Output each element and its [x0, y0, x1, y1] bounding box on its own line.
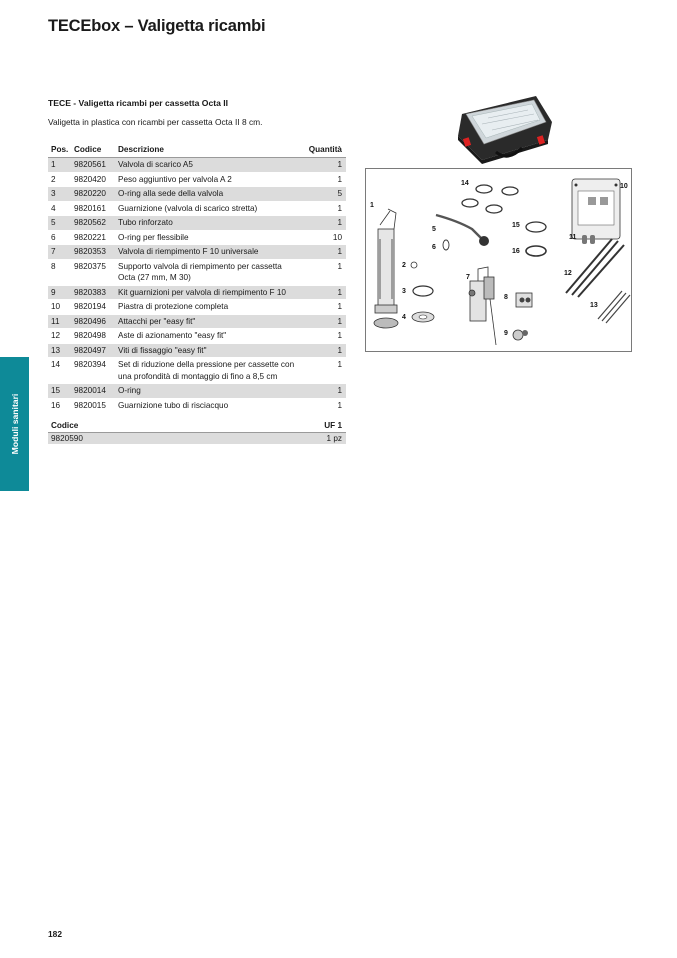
- cell-code: 9820353: [71, 245, 115, 260]
- cell-desc: [115, 172, 299, 187]
- gasket-16-drawing: [526, 246, 546, 256]
- oring-15-drawing: [526, 222, 546, 232]
- diagram-label-2: 2: [402, 262, 406, 269]
- cell-pos: 13: [48, 343, 71, 358]
- cell-desc-line: O-ring: [118, 386, 141, 395]
- hose-nut-drawing: [479, 236, 489, 246]
- cell-pos: 9: [48, 285, 71, 300]
- cell-pos: 14: [48, 358, 71, 384]
- table-row: [48, 300, 346, 315]
- table-row: [48, 358, 346, 384]
- cell-code: 9820161: [71, 201, 115, 216]
- table-row: [48, 384, 346, 399]
- cell-qty: 10: [299, 230, 346, 245]
- table-row: [48, 259, 346, 285]
- cell-desc-line: Guarnizione (valvola di scarico stretta): [118, 203, 258, 213]
- order-table-header: [48, 421, 346, 433]
- table-row: [48, 245, 346, 260]
- cell-qty: 1: [299, 216, 346, 231]
- cell-code: 9820220: [71, 187, 115, 202]
- cell-pos: 15: [48, 384, 71, 399]
- cell-code: 9820561: [71, 158, 115, 173]
- cell-desc-line: O-ring per flessibile: [118, 232, 189, 242]
- cell-desc-line: Set di riduzione della pressione per cassette con: [118, 360, 295, 369]
- cell-desc: [115, 201, 299, 216]
- cell-pos: 4: [48, 201, 71, 216]
- cell-code: 9820498: [71, 329, 115, 344]
- cell-desc: [115, 384, 299, 399]
- cell-code: 9820562: [71, 216, 115, 231]
- order-code: 9820590: [48, 433, 226, 445]
- diagram-label-15: 15: [512, 222, 520, 229]
- diagram-label-1: 1: [370, 202, 374, 209]
- cell-desc-line: Valvola di riempimento F 10 universale: [118, 247, 259, 256]
- cell-desc: [115, 398, 299, 413]
- cell-qty: 1: [299, 285, 346, 300]
- table-row: [48, 314, 346, 329]
- table-row: [48, 230, 346, 245]
- header-code: Codice: [71, 144, 115, 158]
- seal-drawing: [412, 312, 434, 322]
- cell-code: 9820221: [71, 230, 115, 245]
- cell-qty: 1: [299, 314, 346, 329]
- cell-desc: [115, 230, 299, 245]
- cell-pos: 10: [48, 300, 71, 315]
- weight-drawing: [411, 262, 417, 268]
- cell-qty: 1: [299, 343, 346, 358]
- parts-table-header: [48, 144, 346, 158]
- diagram-label-10: 10: [620, 183, 628, 190]
- cell-pos: 3: [48, 187, 71, 202]
- table-row: [48, 172, 346, 187]
- page-number: 182: [48, 929, 62, 939]
- cell-code: 9820383: [71, 285, 115, 300]
- table-row: [48, 187, 346, 202]
- parts-diagram: [365, 168, 632, 352]
- diagram-label-11: 11: [569, 234, 577, 241]
- table-row: [48, 285, 346, 300]
- cell-pos: 8: [48, 259, 71, 285]
- diagram-label-3: 3: [402, 288, 406, 295]
- cell-desc: [115, 187, 299, 202]
- cell-pos: 11: [48, 314, 71, 329]
- cell-pos: 7: [48, 245, 71, 260]
- cell-desc-line: Piastra di protezione completa: [118, 302, 229, 311]
- table-row: [48, 216, 346, 231]
- order-row: [48, 433, 346, 445]
- table-row: [48, 158, 346, 173]
- diagram-label-14: 14: [461, 180, 469, 187]
- seal-kit-drawing: [513, 330, 528, 340]
- diagram-label-7: 7: [466, 274, 470, 281]
- cell-pos: 6: [48, 230, 71, 245]
- cell-qty: 1: [299, 329, 346, 344]
- bracket-drawing: [516, 293, 532, 307]
- screws-drawing: [598, 291, 630, 323]
- diagram-label-5: 5: [432, 226, 436, 233]
- cell-pos: 1: [48, 158, 71, 173]
- cell-desc-line: O-ring alla sede della valvola: [118, 189, 224, 198]
- page-title: TECEbox – Valigetta ricambi: [48, 17, 266, 35]
- cell-code: 9820194: [71, 300, 115, 315]
- cell-code: 9820394: [71, 358, 115, 384]
- cell-desc-line: Tubo rinforzato: [118, 218, 173, 227]
- cell-qty: 1: [299, 358, 346, 384]
- diagram-label-9: 9: [504, 330, 508, 337]
- cell-qty: 1: [299, 398, 346, 413]
- order-unit: 1 pz: [226, 433, 346, 445]
- section-heading: TECE - Valigetta ricambi per cassetta Octa II: [48, 98, 229, 108]
- cell-qty: 1: [299, 172, 346, 187]
- cell-desc-line: Peso aggiuntivo per valvola A 2: [118, 174, 232, 184]
- protection-plate-drawing: [572, 179, 620, 239]
- fill-valve-drawing: [469, 267, 496, 345]
- cell-code: 9820375: [71, 259, 115, 285]
- parts-diagram-drawing: [366, 169, 633, 353]
- small-oring-drawing: [443, 240, 449, 250]
- cell-pos: 5: [48, 216, 71, 231]
- flush-valve-drawing: [374, 209, 398, 328]
- cell-desc: [115, 245, 299, 260]
- order-table: [48, 421, 346, 444]
- side-tab-label: Moduli sanitari: [10, 393, 20, 455]
- cell-qty: 1: [299, 158, 346, 173]
- cell-qty: 1: [299, 384, 346, 399]
- cell-pos: 2: [48, 172, 71, 187]
- diagram-label-4: 4: [402, 314, 406, 321]
- intro-text: Valigetta in plastica con ricambi per cassetta Octa II 8 cm.: [48, 117, 263, 127]
- cell-desc-line: Guarnizione tubo di risciacquo: [118, 400, 229, 410]
- cell-desc-line: Viti di fissaggio "easy fit": [118, 345, 207, 355]
- cell-qty: 1: [299, 259, 346, 285]
- diagram-label-16: 16: [512, 248, 520, 255]
- cell-desc-line: Kit guarnizioni per valvola di riempimento F 10: [118, 287, 286, 297]
- oring-drawing: [413, 286, 433, 296]
- cell-desc: [115, 216, 299, 231]
- diagram-label-6: 6: [432, 244, 436, 251]
- order-header-unit: UF 1: [226, 421, 346, 433]
- header-pos: Pos.: [48, 144, 71, 158]
- cell-code: 9820015: [71, 398, 115, 413]
- cell-qty: 1: [299, 300, 346, 315]
- cell-code: 9820420: [71, 172, 115, 187]
- reduction-set-drawing: [462, 185, 518, 213]
- case-photo: [448, 92, 556, 164]
- header-qty: Quantità: [299, 144, 346, 158]
- cell-pos: 16: [48, 398, 71, 413]
- cell-code: 9820497: [71, 343, 115, 358]
- cell-desc-line: una profondità di montaggio di fino a 8,5 cm: [118, 371, 278, 381]
- cell-desc: [115, 285, 299, 300]
- table-row: [48, 343, 346, 358]
- header-desc: Descrizione: [115, 144, 299, 158]
- cell-desc: [115, 314, 299, 329]
- cell-desc-line: Supporto valvola di riempimento per cassetta: [118, 261, 282, 271]
- table-row: [48, 398, 346, 413]
- hose-drawing: [436, 215, 482, 239]
- parts-table: [48, 144, 346, 413]
- cell-qty: 1: [299, 245, 346, 260]
- cell-desc: [115, 300, 299, 315]
- order-header-code: Codice: [48, 421, 226, 433]
- table-row: [48, 201, 346, 216]
- diagram-label-13: 13: [590, 302, 598, 309]
- cell-code: 9820014: [71, 384, 115, 399]
- cell-qty: 1: [299, 201, 346, 216]
- cell-desc: [115, 329, 299, 344]
- diagram-label-8: 8: [504, 294, 508, 301]
- cell-desc: [115, 358, 299, 384]
- diagram-label-12: 12: [564, 270, 572, 277]
- cell-desc: [115, 259, 299, 285]
- cell-desc-line: Valvola di scarico A5: [118, 160, 193, 169]
- cell-desc: [115, 158, 299, 173]
- cell-desc: [115, 343, 299, 358]
- cell-desc-line: Octa (27 mm, M 30): [118, 273, 191, 282]
- cell-qty: 5: [299, 187, 346, 202]
- cell-desc-line: Attacchi per "easy fit": [118, 316, 196, 326]
- cell-code: 9820496: [71, 314, 115, 329]
- cell-desc-line: Aste di azionamento "easy fit": [118, 331, 227, 340]
- cell-pos: 12: [48, 329, 71, 344]
- table-row: [48, 329, 346, 344]
- rods-drawing: [566, 239, 624, 297]
